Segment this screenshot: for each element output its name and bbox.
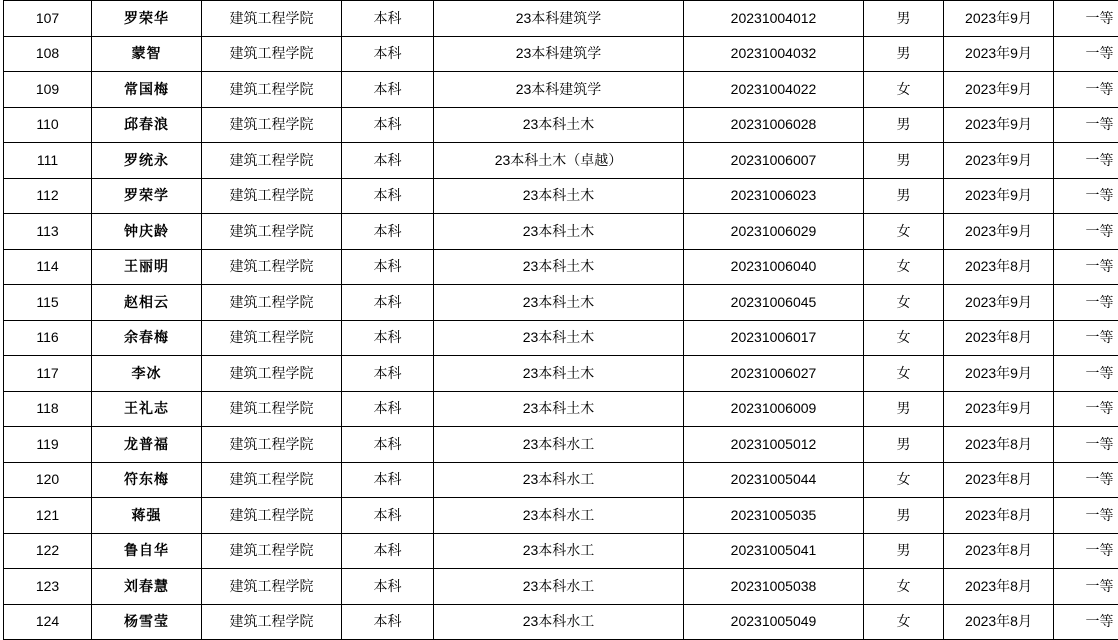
cell-index: 122 xyxy=(4,533,92,569)
cell-gender: 男 xyxy=(864,107,944,143)
cell-student-id: 20231005035 xyxy=(684,498,864,534)
student-roster-table xyxy=(3,0,1118,640)
cell-major: 23本科建筑学 xyxy=(434,1,684,37)
cell-level: 本科 xyxy=(342,107,434,143)
cell-gender: 女 xyxy=(864,72,944,108)
cell-level: 本科 xyxy=(342,1,434,37)
cell-level: 本科 xyxy=(342,498,434,534)
cell-gender: 男 xyxy=(864,391,944,427)
table-row xyxy=(4,569,1118,605)
cell-major: 23本科建筑学 xyxy=(434,36,684,72)
cell-enrollment-date: 2023年8月 xyxy=(944,249,1054,285)
cell-enrollment-date: 2023年9月 xyxy=(944,143,1054,179)
cell-enrollment-date: 2023年8月 xyxy=(944,462,1054,498)
cell-level: 本科 xyxy=(342,249,434,285)
table-row xyxy=(4,285,1118,321)
cell-index: 115 xyxy=(4,285,92,321)
cell-name: 蒋强 xyxy=(92,498,202,534)
cell-level: 本科 xyxy=(342,72,434,108)
cell-gender: 男 xyxy=(864,498,944,534)
table-row xyxy=(4,143,1118,179)
cell-student-id: 20231005038 xyxy=(684,569,864,605)
cell-name: 王礼志 xyxy=(92,391,202,427)
cell-gender: 男 xyxy=(864,427,944,463)
cell-enrollment-date: 2023年9月 xyxy=(944,356,1054,392)
cell-enrollment-date: 2023年8月 xyxy=(944,569,1054,605)
cell-gender: 男 xyxy=(864,533,944,569)
cell-level: 本科 xyxy=(342,143,434,179)
cell-index: 116 xyxy=(4,320,92,356)
cell-student-id: 20231006029 xyxy=(684,214,864,250)
cell-index: 119 xyxy=(4,427,92,463)
cell-grade: 一等 xyxy=(1054,36,1118,72)
cell-gender: 女 xyxy=(864,569,944,605)
cell-enrollment-date: 2023年9月 xyxy=(944,1,1054,37)
cell-level: 本科 xyxy=(342,427,434,463)
cell-major: 23本科水工 xyxy=(434,427,684,463)
cell-student-id: 20231006040 xyxy=(684,249,864,285)
cell-enrollment-date: 2023年8月 xyxy=(944,427,1054,463)
cell-name: 符东梅 xyxy=(92,462,202,498)
cell-enrollment-date: 2023年8月 xyxy=(944,320,1054,356)
cell-level: 本科 xyxy=(342,533,434,569)
cell-grade: 一等 xyxy=(1054,356,1118,392)
cell-major: 23本科水工 xyxy=(434,498,684,534)
table-row xyxy=(4,356,1118,392)
cell-gender: 女 xyxy=(864,356,944,392)
cell-student-id: 20231006027 xyxy=(684,356,864,392)
cell-level: 本科 xyxy=(342,320,434,356)
cell-student-id: 20231004012 xyxy=(684,1,864,37)
cell-student-id: 20231004032 xyxy=(684,36,864,72)
cell-grade: 一等 xyxy=(1054,214,1118,250)
cell-college: 建筑工程学院 xyxy=(202,604,342,640)
cell-level: 本科 xyxy=(342,391,434,427)
cell-major: 23本科土木 xyxy=(434,107,684,143)
cell-college: 建筑工程学院 xyxy=(202,391,342,427)
cell-index: 112 xyxy=(4,178,92,214)
cell-student-id: 20231005012 xyxy=(684,427,864,463)
cell-college: 建筑工程学院 xyxy=(202,1,342,37)
cell-grade: 一等 xyxy=(1054,462,1118,498)
cell-major: 23本科水工 xyxy=(434,569,684,605)
table-row xyxy=(4,320,1118,356)
cell-major: 23本科土木 xyxy=(434,249,684,285)
cell-college: 建筑工程学院 xyxy=(202,320,342,356)
cell-name: 鲁自华 xyxy=(92,533,202,569)
table-row xyxy=(4,462,1118,498)
table-row xyxy=(4,72,1118,108)
cell-gender: 女 xyxy=(864,320,944,356)
cell-name: 蒙智 xyxy=(92,36,202,72)
table-row xyxy=(4,1,1118,37)
cell-level: 本科 xyxy=(342,569,434,605)
cell-index: 111 xyxy=(4,143,92,179)
cell-major: 23本科土木 xyxy=(434,356,684,392)
cell-enrollment-date: 2023年9月 xyxy=(944,214,1054,250)
cell-major: 23本科建筑学 xyxy=(434,72,684,108)
cell-name: 邱春浪 xyxy=(92,107,202,143)
cell-index: 121 xyxy=(4,498,92,534)
cell-index: 117 xyxy=(4,356,92,392)
cell-student-id: 20231005044 xyxy=(684,462,864,498)
table-row xyxy=(4,107,1118,143)
cell-grade: 一等 xyxy=(1054,143,1118,179)
cell-grade: 一等 xyxy=(1054,320,1118,356)
cell-level: 本科 xyxy=(342,604,434,640)
cell-college: 建筑工程学院 xyxy=(202,285,342,321)
cell-grade: 一等 xyxy=(1054,533,1118,569)
cell-gender: 女 xyxy=(864,462,944,498)
table-row xyxy=(4,249,1118,285)
cell-index: 110 xyxy=(4,107,92,143)
cell-grade: 一等 xyxy=(1054,285,1118,321)
cell-index: 113 xyxy=(4,214,92,250)
table-row xyxy=(4,391,1118,427)
cell-college: 建筑工程学院 xyxy=(202,36,342,72)
cell-level: 本科 xyxy=(342,178,434,214)
cell-college: 建筑工程学院 xyxy=(202,498,342,534)
cell-grade: 一等 xyxy=(1054,72,1118,108)
cell-enrollment-date: 2023年8月 xyxy=(944,604,1054,640)
cell-gender: 男 xyxy=(864,178,944,214)
cell-major: 23本科土木 xyxy=(434,214,684,250)
cell-name: 罗荣学 xyxy=(92,178,202,214)
cell-student-id: 20231006007 xyxy=(684,143,864,179)
cell-enrollment-date: 2023年9月 xyxy=(944,107,1054,143)
cell-name: 罗荣华 xyxy=(92,1,202,37)
cell-level: 本科 xyxy=(342,285,434,321)
cell-gender: 女 xyxy=(864,214,944,250)
cell-gender: 男 xyxy=(864,143,944,179)
cell-grade: 一等 xyxy=(1054,107,1118,143)
cell-college: 建筑工程学院 xyxy=(202,143,342,179)
table-row xyxy=(4,178,1118,214)
cell-level: 本科 xyxy=(342,36,434,72)
cell-level: 本科 xyxy=(342,462,434,498)
cell-college: 建筑工程学院 xyxy=(202,569,342,605)
cell-student-id: 20231006017 xyxy=(684,320,864,356)
cell-student-id: 20231004022 xyxy=(684,72,864,108)
cell-student-id: 20231005049 xyxy=(684,604,864,640)
cell-college: 建筑工程学院 xyxy=(202,462,342,498)
cell-index: 124 xyxy=(4,604,92,640)
table-row xyxy=(4,604,1118,640)
cell-student-id: 20231005041 xyxy=(684,533,864,569)
table-row xyxy=(4,498,1118,534)
table-row xyxy=(4,533,1118,569)
cell-grade: 一等 xyxy=(1054,178,1118,214)
cell-index: 108 xyxy=(4,36,92,72)
cell-gender: 女 xyxy=(864,249,944,285)
cell-enrollment-date: 2023年8月 xyxy=(944,533,1054,569)
cell-grade: 一等 xyxy=(1054,1,1118,37)
cell-gender: 男 xyxy=(864,36,944,72)
cell-major: 23本科土木 xyxy=(434,285,684,321)
table-row xyxy=(4,427,1118,463)
cell-college: 建筑工程学院 xyxy=(202,214,342,250)
cell-student-id: 20231006028 xyxy=(684,107,864,143)
cell-index: 107 xyxy=(4,1,92,37)
cell-grade: 一等 xyxy=(1054,604,1118,640)
cell-index: 118 xyxy=(4,391,92,427)
cell-major: 23本科土木（卓越） xyxy=(434,143,684,179)
cell-name: 钟庆龄 xyxy=(92,214,202,250)
cell-index: 123 xyxy=(4,569,92,605)
cell-name: 刘春慧 xyxy=(92,569,202,605)
cell-student-id: 20231006009 xyxy=(684,391,864,427)
cell-level: 本科 xyxy=(342,214,434,250)
cell-name: 常国梅 xyxy=(92,72,202,108)
cell-grade: 一等 xyxy=(1054,498,1118,534)
cell-student-id: 20231006045 xyxy=(684,285,864,321)
cell-college: 建筑工程学院 xyxy=(202,249,342,285)
cell-gender: 男 xyxy=(864,1,944,37)
cell-student-id: 20231006023 xyxy=(684,178,864,214)
cell-level: 本科 xyxy=(342,356,434,392)
cell-index: 120 xyxy=(4,462,92,498)
cell-college: 建筑工程学院 xyxy=(202,72,342,108)
cell-enrollment-date: 2023年9月 xyxy=(944,72,1054,108)
cell-college: 建筑工程学院 xyxy=(202,178,342,214)
cell-enrollment-date: 2023年9月 xyxy=(944,178,1054,214)
cell-gender: 女 xyxy=(864,604,944,640)
cell-name: 杨雪莹 xyxy=(92,604,202,640)
cell-name: 赵相云 xyxy=(92,285,202,321)
cell-enrollment-date: 2023年9月 xyxy=(944,36,1054,72)
table-row xyxy=(4,36,1118,72)
cell-enrollment-date: 2023年9月 xyxy=(944,391,1054,427)
cell-name: 龙普福 xyxy=(92,427,202,463)
cell-enrollment-date: 2023年8月 xyxy=(944,498,1054,534)
cell-grade: 一等 xyxy=(1054,249,1118,285)
cell-name: 王丽明 xyxy=(92,249,202,285)
cell-major: 23本科水工 xyxy=(434,462,684,498)
cell-major: 23本科水工 xyxy=(434,533,684,569)
cell-grade: 一等 xyxy=(1054,569,1118,605)
cell-name: 罗统永 xyxy=(92,143,202,179)
cell-college: 建筑工程学院 xyxy=(202,107,342,143)
table-row xyxy=(4,214,1118,250)
cell-name: 余春梅 xyxy=(92,320,202,356)
cell-index: 114 xyxy=(4,249,92,285)
cell-college: 建筑工程学院 xyxy=(202,427,342,463)
cell-enrollment-date: 2023年9月 xyxy=(944,285,1054,321)
cell-major: 23本科土木 xyxy=(434,320,684,356)
cell-major: 23本科土木 xyxy=(434,391,684,427)
cell-index: 109 xyxy=(4,72,92,108)
cell-grade: 一等 xyxy=(1054,391,1118,427)
cell-name: 李冰 xyxy=(92,356,202,392)
cell-grade: 一等 xyxy=(1054,427,1118,463)
cell-major: 23本科土木 xyxy=(434,178,684,214)
table-body xyxy=(4,1,1118,640)
cell-college: 建筑工程学院 xyxy=(202,356,342,392)
cell-college: 建筑工程学院 xyxy=(202,533,342,569)
cell-gender: 女 xyxy=(864,285,944,321)
cell-major: 23本科水工 xyxy=(434,604,684,640)
